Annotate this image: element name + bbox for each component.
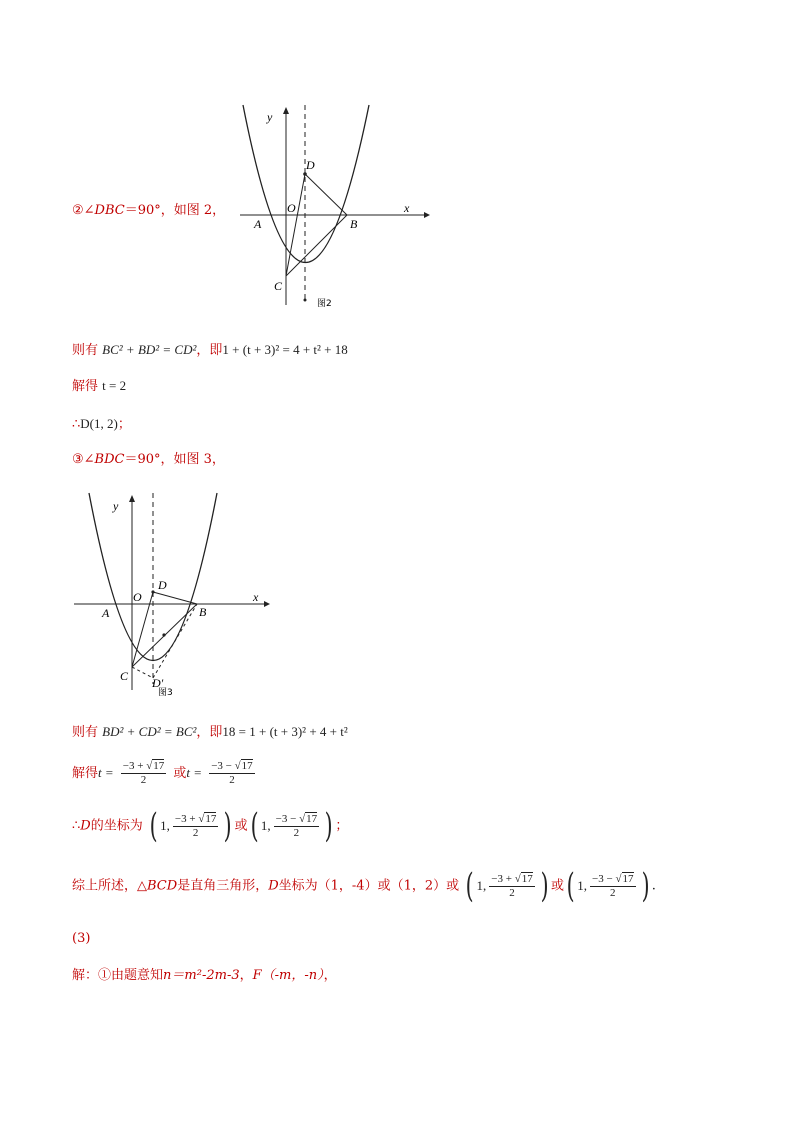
- case2-condition: ＝90°，如图 2，: [124, 203, 226, 218]
- case3-result-tail: ；: [335, 818, 349, 834]
- fig3-x-arrow: [264, 601, 270, 607]
- summary-p2-x: 1,: [577, 878, 588, 893]
- case3-eq-mid: ，即: [196, 725, 223, 740]
- summary-p1-den: 2: [509, 886, 515, 899]
- summary-p1-num: −3 +: [491, 872, 515, 885]
- case3-D: D: [80, 818, 91, 834]
- case2-result-line: [72, 416, 131, 433]
- fig2-segment-DB: [305, 174, 347, 215]
- summary-line: [72, 866, 656, 907]
- fig3-label-D-prime: D′: [152, 676, 164, 690]
- fig3-label-x: x: [253, 590, 259, 604]
- case3-t2: t =: [186, 765, 203, 780]
- summary-p1-rad: 17: [521, 872, 533, 885]
- fig3-label-O: O: [133, 590, 142, 604]
- part3-solution-line: [72, 968, 337, 984]
- case2-result-tail: ；: [117, 417, 131, 432]
- fig3-point-D: [151, 590, 154, 593]
- case2-solve-expr: t = 2: [102, 378, 127, 393]
- summary-D: D: [268, 878, 279, 894]
- case3-eq-lead: 则有: [72, 725, 99, 740]
- fig3-segment-DB: [153, 592, 197, 604]
- case3-frac1-den: 2: [140, 774, 147, 786]
- part3-expr1: n＝m²-2m-3: [163, 968, 240, 983]
- fig3-label-D: D: [158, 578, 167, 592]
- case3-frac2-den: 2: [229, 774, 235, 786]
- case3-equation-line: [72, 724, 348, 741]
- case3-eq-lhs: BD² + CD² = BC²: [102, 724, 197, 739]
- fig2-label-B: B: [350, 217, 358, 231]
- case2-heading: [72, 203, 225, 219]
- case2-eq-mid: ，即: [196, 343, 223, 358]
- part3-marker: ①: [98, 968, 112, 983]
- fig3-label-B: B: [199, 605, 207, 619]
- fig3-segment-CD2: [132, 667, 153, 678]
- summary-lead: 综上所述，: [72, 878, 138, 894]
- fig2-label-y: y: [267, 110, 273, 124]
- case2-marker: ②: [72, 203, 84, 218]
- part3-sep: ，: [239, 968, 253, 983]
- fig2-segment-DC: [286, 174, 305, 276]
- case3-p2-x: 1,: [260, 818, 271, 833]
- fig2-vertex: [304, 299, 307, 302]
- case3-p1-rad: 17: [205, 812, 217, 825]
- case3-frac-1: $\frac{-3 + √17}{2}$: [122, 760, 165, 786]
- case3-p1-num: −3 +: [174, 812, 199, 825]
- case3-result-line: [72, 806, 348, 847]
- figure-2: [236, 100, 436, 312]
- case2-equation-line: [72, 342, 348, 359]
- case3-p2-rad: 17: [306, 812, 318, 825]
- fig2-point-D: [303, 172, 307, 176]
- case3-condition: ＝90°，如图 3，: [124, 452, 225, 467]
- fig2-label-x: x: [404, 201, 410, 215]
- case3-eq-rhs: 18 = 1 + (t + 3)² + 4 + t²: [222, 724, 348, 739]
- case2-solve-line: [72, 378, 126, 395]
- part3-lead: 解：: [72, 968, 99, 983]
- fig3-label-y: y: [113, 499, 119, 513]
- case2-solve-lead: 解得: [72, 379, 99, 394]
- case2-angle: ∠DBC: [83, 203, 125, 218]
- case3-point-2: ( 1, $\frac{-3 - √17}{2}$ ): [250, 806, 333, 846]
- fig3-segment-D2B: [153, 604, 197, 678]
- case3-frac1-rad: 17: [153, 760, 165, 772]
- case3-frac-2: $\frac{-3 - √17}{2}$: [211, 760, 253, 786]
- fig3-label-C: C: [120, 669, 129, 683]
- case3-frac1-num: −3 +: [122, 760, 147, 772]
- part3-label: [72, 931, 90, 947]
- part3-tail: ，: [323, 968, 337, 983]
- fig3-y-arrow: [129, 495, 135, 502]
- fig2-y-arrow: [283, 107, 289, 114]
- case3-frac2-rad: 17: [241, 760, 253, 772]
- summary-coords: 坐标为（1，-4）或（1，2）或: [278, 878, 460, 894]
- case3-t1: t =: [98, 765, 114, 780]
- summary-p2-rad: 17: [622, 872, 634, 885]
- case3-frac2-num: −3 −: [211, 760, 235, 772]
- fig2-label-O: O: [287, 201, 296, 215]
- fig2-label-C: C: [274, 279, 283, 293]
- figure-3: [70, 488, 280, 700]
- case3-p1-den: 2: [192, 826, 199, 839]
- summary-p2-den: 2: [610, 886, 616, 899]
- part3-expr2: F（-m，-n）: [252, 968, 324, 983]
- case3-therefore: ∴: [72, 818, 81, 834]
- summary-point-2: ( 1, $\frac{-3 - √17}{2}$ ): [566, 866, 650, 906]
- case2-eq-lead: 则有: [72, 343, 99, 358]
- case3-p2-num: −3 −: [275, 812, 300, 825]
- case3-result-text: 的坐标为: [90, 818, 143, 834]
- case3-marker: ③: [72, 452, 84, 467]
- case3-p1-x: 1,: [160, 818, 170, 833]
- summary-or: 或: [551, 878, 565, 894]
- part3-label-text: (3): [72, 931, 91, 946]
- case2-eq-rhs: 1 + (t + 3)² = 4 + t² + 18: [222, 342, 348, 357]
- case3-or: 或: [173, 766, 187, 781]
- case3-point-1: ( 1, $\frac{-3 + √17}{2}$ ): [149, 806, 232, 846]
- case3-angle: ∠BDC: [83, 452, 125, 467]
- fig3-midpoint: [162, 633, 165, 636]
- case2-result-expr: D(1, 2): [80, 416, 118, 431]
- summary-p1-x: 1,: [476, 878, 487, 893]
- fig2-label-D: D: [306, 158, 315, 172]
- case3-solve-lead: 解得: [72, 766, 99, 781]
- summary-point-1: ( 1, $\frac{-3 + √17}{2}$ ): [465, 866, 549, 906]
- fig3-label-A: A: [102, 606, 110, 620]
- case2-eq-lhs: BC² + BD² = CD²: [102, 342, 197, 357]
- part3-text1: 由题意知: [111, 968, 164, 983]
- case3-heading: [72, 452, 225, 468]
- fig2-parabola: [243, 105, 369, 263]
- fig2-caption: 图2: [317, 299, 332, 309]
- fig3-caption: 图3: [158, 688, 173, 698]
- case2-therefore: ∴: [72, 417, 81, 432]
- summary-mid: 是直角三角形，: [177, 878, 269, 894]
- fig2-x-arrow: [424, 212, 430, 218]
- summary-tail: .: [651, 878, 656, 894]
- summary-triangle: △BCD: [137, 878, 178, 894]
- case3-p2-den: 2: [293, 826, 300, 839]
- summary-p2-num: −3 −: [592, 872, 616, 885]
- fig2-label-A: A: [254, 217, 262, 231]
- case3-result-or: 或: [234, 818, 248, 834]
- case3-solve-line: [72, 758, 258, 789]
